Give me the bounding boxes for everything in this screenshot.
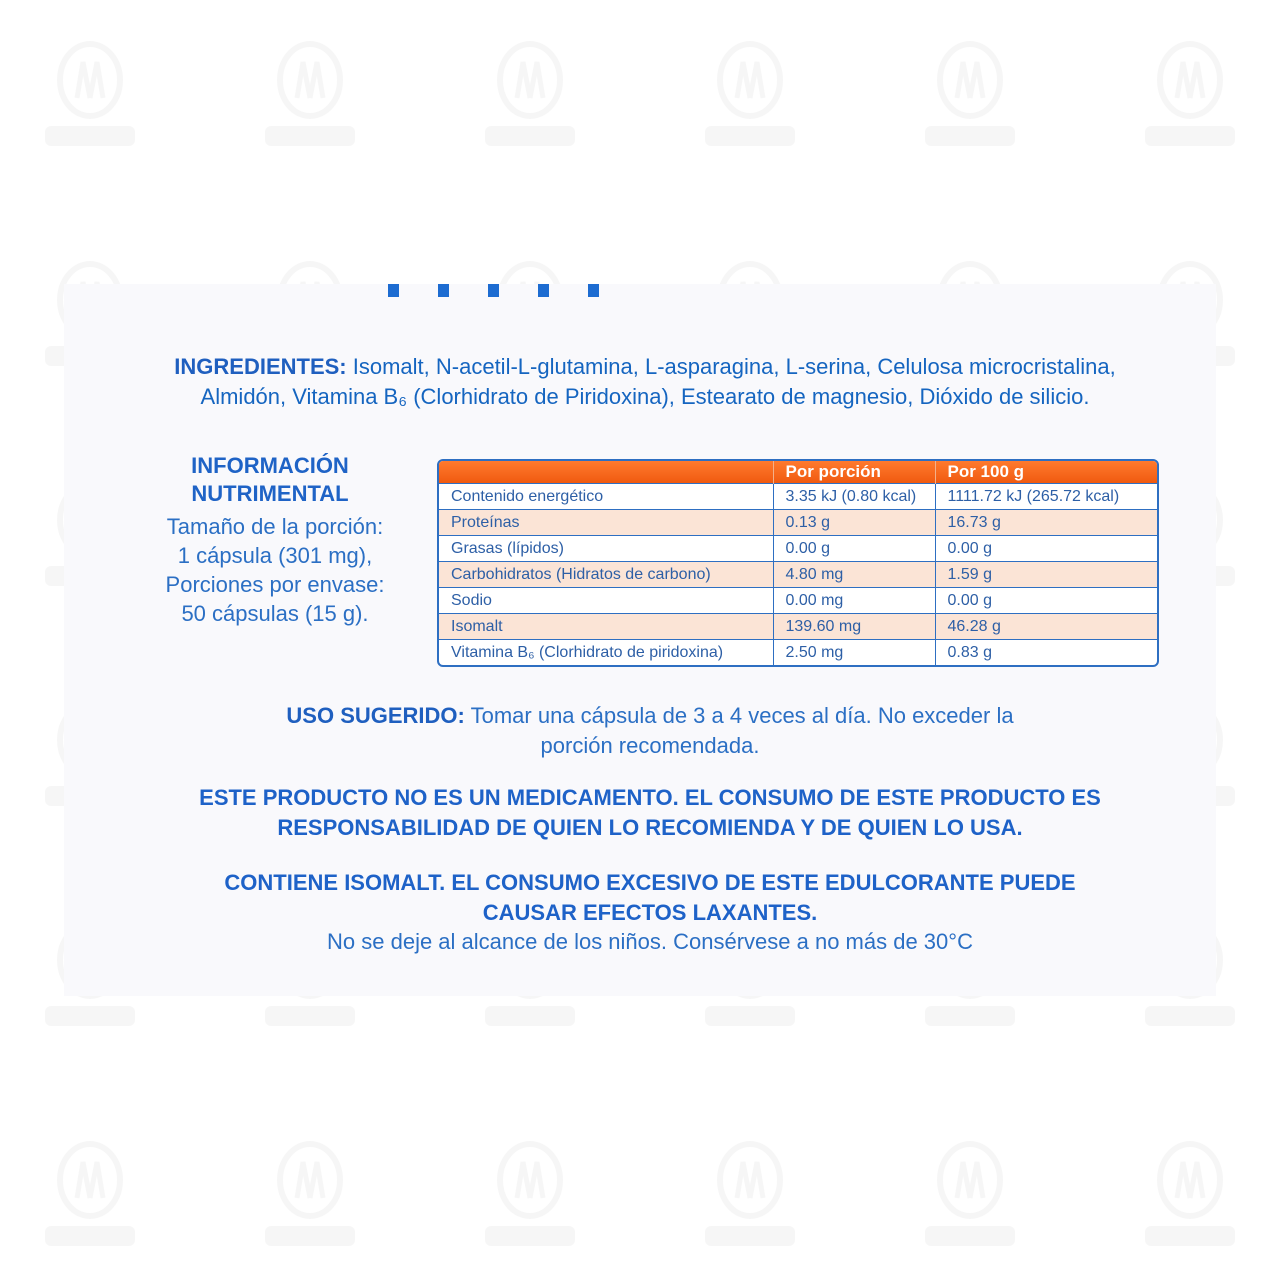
per-portion-value: 139.60 mg [773,614,935,640]
portion-line: 1 cápsula (301 mg), [177,543,373,568]
watermark-logo-icon [695,1140,805,1260]
table-row [439,614,1157,640]
nutrient-name: Grasas (lípidos) [439,536,773,562]
nutrient-name: Sodio [439,588,773,614]
table-row [439,588,1157,614]
watermark-logo-icon [475,40,585,160]
isomalt-warning [120,868,1180,928]
per-100g-value: 0.83 g [935,640,1157,666]
suggested-use-text-line2: porción recomendada. [540,733,760,758]
watermark-logo-icon [1135,1140,1245,1260]
ingredients-label: INGREDIENTES: [174,354,347,379]
nutrition-header-row [439,461,1157,484]
nutrient-name: Proteínas [439,510,773,536]
per-portion-value: 0.00 g [773,536,935,562]
table-row [439,536,1157,562]
not-medicine-line2: RESPONSABILIDAD DE QUIEN LO RECOMIENDA Y DE QUIEN LO USA. [277,815,1023,840]
header-per-100g: Por 100 g [935,461,1157,484]
suggested-use-label: USO SUGERIDO: [286,703,465,728]
isomalt-warning-line1: CONTIENE ISOMALT. EL CONSUMO EXCESIVO DE ESTE EDULCORANTE PUEDE [224,870,1076,895]
nutrition-title-line2: NUTRIMENTAL [191,481,349,506]
table-row [439,562,1157,588]
nutrition-title-line1: INFORMACIÓN [191,453,349,478]
nutrient-name: Isomalt [439,614,773,640]
portion-line: Porciones por envase: [165,572,385,597]
per-portion-value: 2.50 mg [773,640,935,666]
storage-note: No se deje al alcance de los niños. Consérvese a no más de 30°C [327,929,973,954]
per-portion-value: 3.35 kJ (0.80 kcal) [773,484,935,510]
watermark-logo-icon [915,1140,1025,1260]
suggested-use-text-line1: Tomar una cápsula de 3 a 4 veces al día. No exceder la [470,703,1014,728]
portion-line: 50 cápsulas (15 g). [181,601,369,626]
nutrition-title [150,452,390,508]
watermark-logo-icon [1135,40,1245,160]
nutrient-name: Carbohidratos (Hidratos de carbono) [439,562,773,588]
ingredients-text-line1: Isomalt, N-acetil-L-glutamina, L-asparagina, L-serina, Celulosa microcristalina, [352,354,1116,379]
per-100g-value: 46.28 g [935,614,1157,640]
ingredients-block [110,352,1180,412]
nutrition-table [437,459,1159,667]
portion-info [145,512,405,628]
per-100g-value: 1.59 g [935,562,1157,588]
nutrient-name: Contenido energético [439,484,773,510]
watermark-logo-icon [695,40,805,160]
watermark-logo-icon [255,1140,365,1260]
nutrient-name: Vitamina B₆ (Clorhidrato de piridoxina) [439,640,773,666]
watermark-logo-icon [35,40,145,160]
table-row [439,510,1157,536]
watermark-logo-icon [255,40,365,160]
ingredients-text-line2: Almidón, Vitamina B₆ (Clorhidrato de Piridoxina), Estearato de magnesio, Dióxido de silicio. [200,384,1090,409]
top-cropped-marks [388,284,608,298]
portion-line: Tamaño de la porción: [166,514,384,539]
per-100g-value: 0.00 g [935,536,1157,562]
watermark-logo-icon [915,40,1025,160]
table-row [439,484,1157,510]
watermark-logo-icon [475,1140,585,1260]
isomalt-warning-line2: CAUSAR EFECTOS LAXANTES. [482,900,818,925]
watermark-logo-icon [35,1140,145,1260]
header-per-portion: Por porción [773,461,935,484]
not-medicine-line1: ESTE PRODUCTO NO ES UN MEDICAMENTO. EL CONSUMO DE ESTE PRODUCTO ES [199,785,1101,810]
per-100g-value: 0.00 g [935,588,1157,614]
per-portion-value: 0.13 g [773,510,935,536]
suggested-use [240,701,1060,761]
header-nutrient [439,461,773,484]
not-medicine-warning [120,783,1180,843]
per-100g-value: 1111.72 kJ (265.72 kcal) [935,484,1157,510]
per-portion-value: 0.00 mg [773,588,935,614]
per-portion-value: 4.80 mg [773,562,935,588]
table-row [439,640,1157,666]
per-100g-value: 16.73 g [935,510,1157,536]
